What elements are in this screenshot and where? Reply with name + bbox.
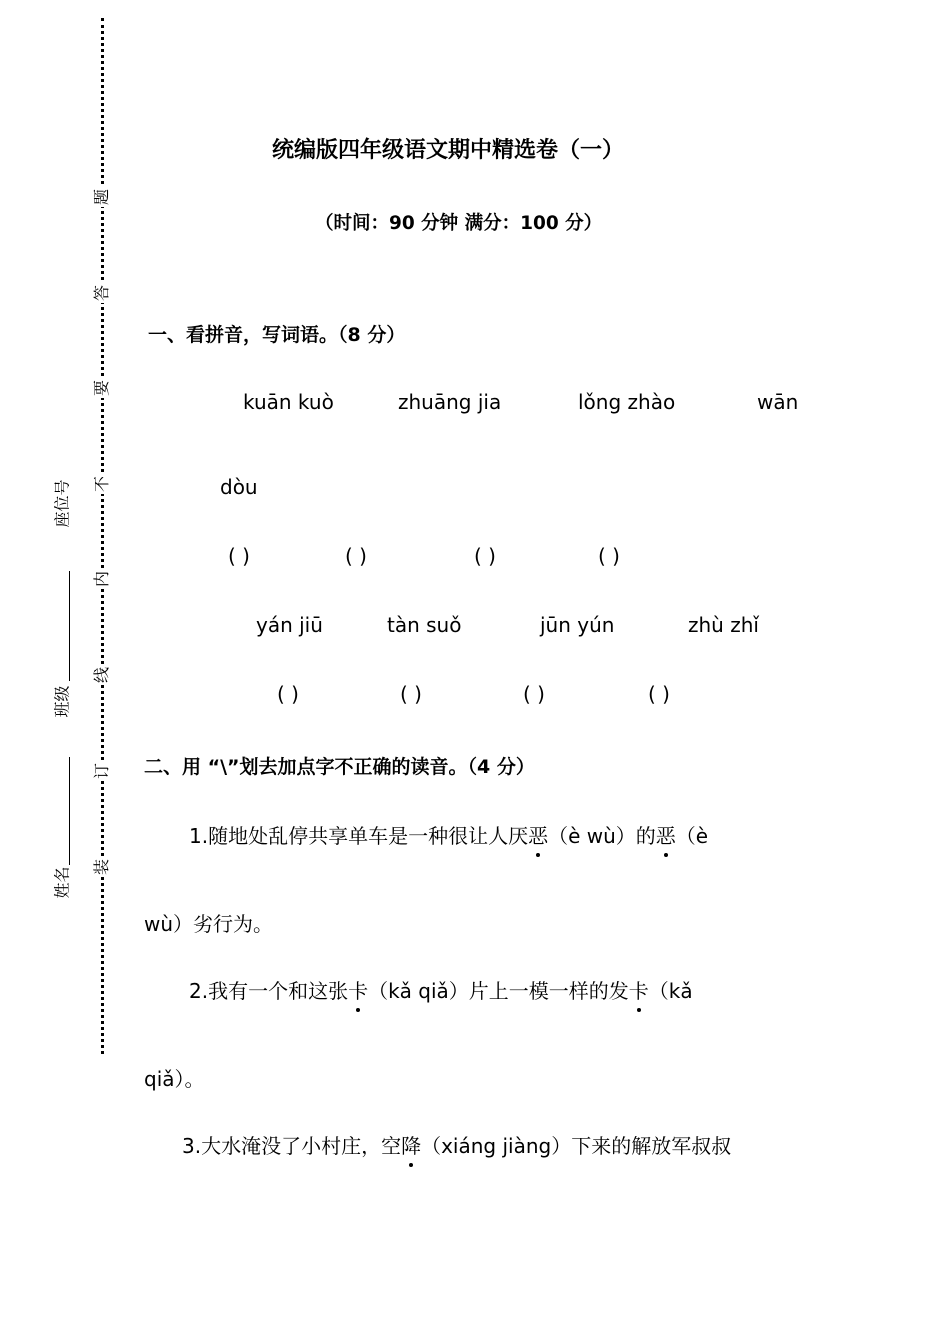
name-write-line (69, 757, 70, 865)
q1-text-a: 1.随地处乱停共享单车是一种很让人厌 (189, 824, 529, 848)
pinyin-kuankuo: kuān kuò (243, 390, 334, 414)
class-label: 班级 (52, 685, 72, 718)
q3-dotted-char-1: 降 (401, 1130, 421, 1159)
seal-char-xian: 线 (92, 667, 111, 684)
answer-box-6[interactable]: ( ) (400, 682, 422, 706)
q2-dotted-char-2: 卡 (629, 975, 649, 1004)
question-2-line1 (189, 975, 693, 1004)
seal-char-yao: 要 (92, 380, 111, 397)
pinyin-zhuangjia: zhuāng jia (398, 390, 502, 414)
pinyin-wan: wān (757, 390, 799, 414)
q3-text-a: 3.大水淹没了小村庄，空 (182, 1134, 402, 1158)
seal-char-da: 答 (92, 285, 111, 302)
q1-dotted-char-1: 恶 (528, 820, 548, 849)
q1-text-c: （è (675, 824, 709, 848)
answer-box-2[interactable]: ( ) (345, 544, 367, 568)
pinyin-tansuo: tàn suǒ (387, 613, 462, 637)
question-1-line1 (189, 820, 708, 849)
q2-text-b: （kǎ qiǎ）片上一模一样的发 (368, 979, 629, 1003)
q2-text-c: （kǎ (648, 979, 693, 1003)
pinyin-zhuzhi: zhù zhǐ (688, 613, 759, 637)
answer-box-8[interactable]: ( ) (648, 682, 670, 706)
seat-number-label: 座位号 (52, 479, 72, 528)
section1-heading: 一、看拼音，写词语。（8 分） (148, 324, 406, 346)
answer-box-5[interactable]: ( ) (277, 682, 299, 706)
question-3-line1 (182, 1130, 731, 1159)
question-2-line2: qiǎ）。 (144, 1067, 205, 1091)
name-label: 姓名 (52, 866, 72, 899)
seal-char-zhuang: 装 (92, 859, 111, 876)
page-title: 统编版四年级语文期中精选卷（一） (272, 138, 625, 163)
seal-char-ding: 订 (92, 763, 111, 780)
pinyin-dou: dòu (220, 475, 258, 499)
binding-dotted-line (101, 18, 104, 1054)
q1-dotted-char-2: 恶 (656, 820, 676, 849)
q3-text-b: （xiáng jiàng）下来的解放军叔叔 (421, 1134, 732, 1158)
question-1-line2: wù）劣行为。 (144, 912, 274, 936)
pinyin-junyun: jūn yún (540, 613, 615, 637)
section2-heading: 二、用 “\”划去加点字不正确的读音。（4 分） (144, 756, 535, 778)
answer-box-7[interactable]: ( ) (523, 682, 545, 706)
answer-box-1[interactable]: ( ) (228, 544, 250, 568)
class-write-line (69, 571, 70, 681)
seal-char-ti: 题 (92, 189, 111, 206)
page-subtitle: （时间：90 分钟 满分：100 分） (315, 213, 603, 234)
q2-dotted-char-1: 卡 (348, 975, 368, 1004)
pinyin-longzhao: lǒng zhào (578, 390, 676, 414)
q2-text-a: 2.我有一个和这张 (189, 979, 349, 1003)
seal-char-nei: 内 (92, 571, 111, 588)
answer-box-3[interactable]: ( ) (474, 544, 496, 568)
answer-box-4[interactable]: ( ) (598, 544, 620, 568)
q1-text-b: （è wù）的 (548, 824, 656, 848)
seal-char-bu: 不 (92, 476, 111, 493)
pinyin-yanjiu: yán jiū (256, 613, 323, 637)
